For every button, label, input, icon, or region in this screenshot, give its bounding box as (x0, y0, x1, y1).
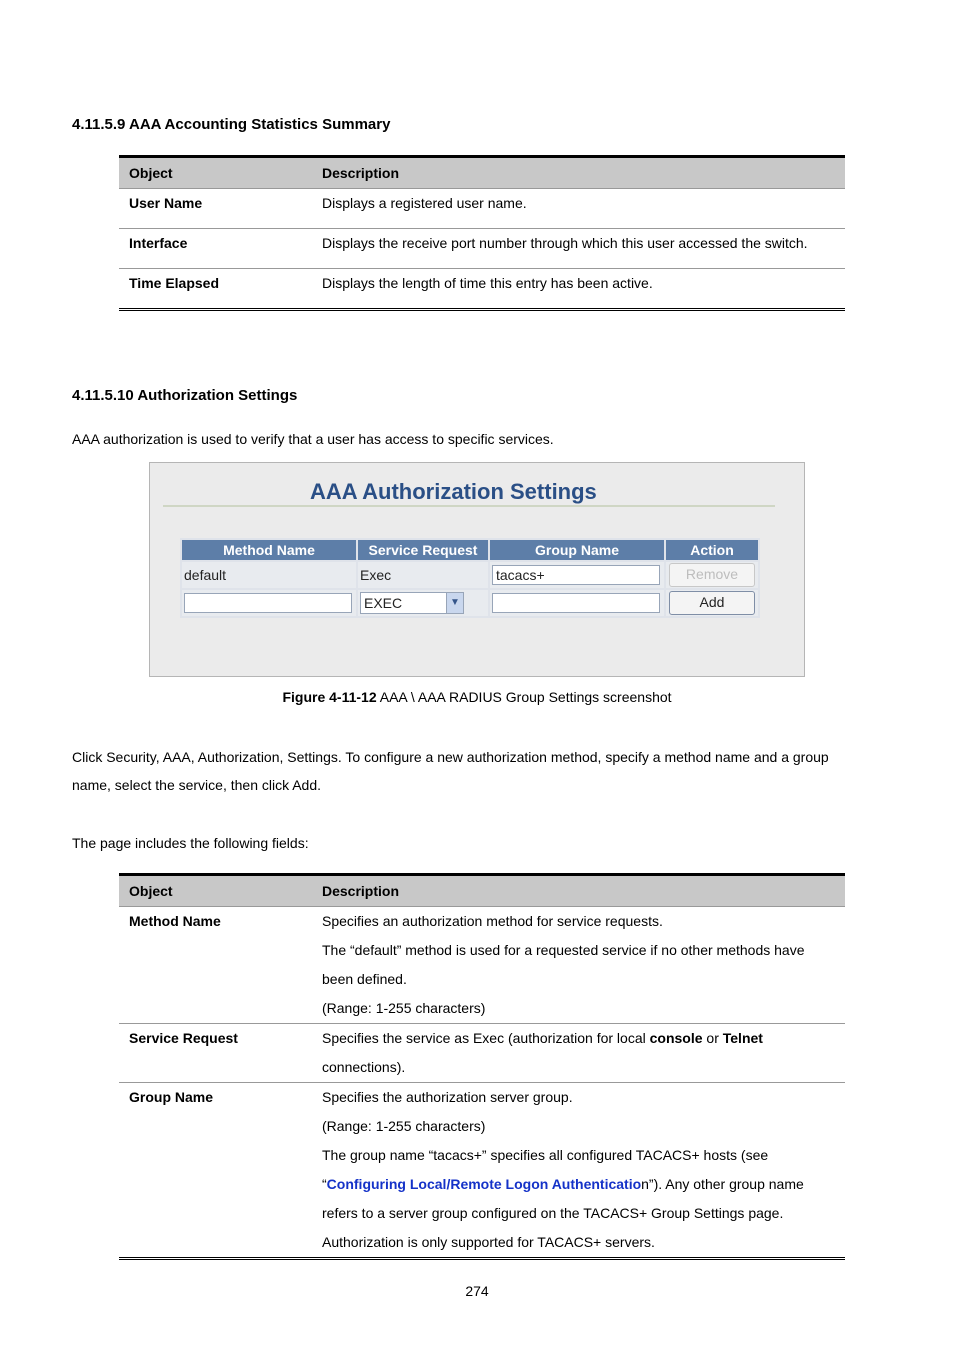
authorization-fields-table (119, 873, 845, 1260)
section-heading-accounting-statistics: 4.11.5.9 AAA Accounting Statistics Summary (72, 116, 391, 133)
fields-intro: The page includes the following fields: (72, 835, 309, 851)
logon-authentication-link[interactable]: Configuring Local/Remote Logon Authenticatio (326, 1176, 642, 1192)
bold-term-telnet: Telnet (722, 1030, 763, 1046)
chevron-down-icon[interactable]: ▼ (446, 593, 463, 613)
new-group-cell (490, 590, 664, 616)
description-line (322, 1170, 835, 1199)
table-row-group-name (119, 1083, 845, 1259)
column-header-group-name: Group Name (490, 540, 664, 560)
row-object: Interface (119, 229, 312, 269)
column-header-object: Object (119, 875, 312, 907)
description-line: The “default” method is used for a requested service if no other methods have (322, 942, 805, 958)
method-name-value: default (182, 562, 356, 588)
table-header-row (119, 157, 845, 189)
row-description: Displays the length of time this entry has been active. (312, 269, 845, 310)
description-line: (Range: 1-255 characters) (322, 1118, 486, 1134)
table-row (119, 229, 845, 269)
instructions-paragraph-line2: name, select the service, then click Add. (72, 777, 322, 793)
description-line: connections). (322, 1059, 406, 1075)
description-line: Specifies an authorization method for service requests. (322, 913, 663, 929)
add-cell (666, 590, 758, 616)
service-request-label: Service Request (129, 1030, 238, 1046)
row-object (119, 907, 312, 1024)
figure-text: AAA \ AAA RADIUS Group Settings screenshot (376, 689, 672, 705)
service-request-select[interactable] (360, 592, 464, 614)
service-request-selected: EXEC (364, 595, 403, 611)
new-group-name-input[interactable] (492, 593, 660, 613)
grid-row-new (182, 590, 758, 616)
table-row-method-name (119, 907, 845, 1024)
column-header-object: Object (119, 157, 312, 189)
text-segment: Specifies the service as Exec (authorization for local (322, 1030, 650, 1046)
grid-row-default (182, 562, 758, 588)
grid-header-row (182, 540, 758, 560)
action-cell (666, 562, 758, 588)
add-button[interactable]: Add (669, 591, 755, 615)
authorization-grid (180, 538, 760, 618)
service-request-value: Exec (358, 562, 488, 588)
column-header-service-request: Service Request (358, 540, 488, 560)
row-object: User Name (119, 189, 312, 229)
row-description: Displays a registered user name. (312, 189, 845, 229)
row-description: Displays the receive port number through which this user accessed the switch. (312, 229, 845, 269)
text-segment: “ (322, 1176, 327, 1192)
description-line: The group name “tacacs+” specifies all configured TACACS+ hosts (see (322, 1147, 769, 1163)
new-method-cell (182, 590, 356, 616)
description-line: been defined. (322, 971, 407, 987)
accounting-statistics-table (119, 155, 845, 311)
intro-paragraph: AAA authorization is used to verify that a user has access to specific services. (72, 431, 554, 447)
description-line: Authorization is only supported for TACACS+ servers. (322, 1234, 655, 1250)
column-header-description: Description (312, 157, 845, 189)
text-segment: n”). Any other group name (641, 1176, 804, 1192)
row-object (119, 1024, 312, 1083)
column-header-description: Description (312, 875, 845, 907)
group-name-label: Group Name (129, 1089, 214, 1105)
title-divider (163, 505, 775, 507)
column-header-method-name: Method Name (182, 540, 356, 560)
section-heading-authorization-settings: 4.11.5.10 Authorization Settings (72, 387, 298, 404)
description-line: refers to a server group configured on the TACACS+ Group Settings page. (322, 1205, 784, 1221)
text-segment: or (702, 1030, 723, 1046)
description-line (322, 1024, 835, 1053)
row-description (312, 1083, 845, 1259)
row-description (312, 1024, 845, 1083)
table-row (119, 269, 845, 310)
table-row (119, 189, 845, 229)
new-service-cell (358, 590, 488, 616)
figure-label: Figure 4-11-12 (282, 689, 377, 705)
description-line: Specifies the authorization server group. (322, 1089, 573, 1105)
method-name-label: Method Name (129, 913, 221, 929)
table-header-row (119, 875, 845, 907)
table-row-service-request (119, 1024, 845, 1083)
row-description (312, 907, 845, 1024)
authorization-settings-screenshot (149, 462, 805, 677)
instructions-paragraph-line1: Click Security, AAA, Authorization, Settings. To configure a new authorization method, specify a method name and a group (72, 749, 829, 765)
new-method-name-input[interactable] (184, 593, 352, 613)
column-header-action: Action (666, 540, 758, 560)
group-name-cell (490, 562, 664, 588)
row-object: Time Elapsed (119, 269, 312, 310)
group-name-input[interactable]: tacacs+ (492, 565, 660, 585)
remove-button[interactable]: Remove (669, 563, 755, 587)
description-line: (Range: 1-255 characters) (322, 1000, 486, 1016)
bold-term-console: console (649, 1030, 703, 1046)
figure-caption (0, 689, 954, 705)
page-number: 274 (465, 1283, 489, 1299)
row-object (119, 1083, 312, 1259)
screenshot-title: AAA Authorization Settings (310, 479, 597, 504)
